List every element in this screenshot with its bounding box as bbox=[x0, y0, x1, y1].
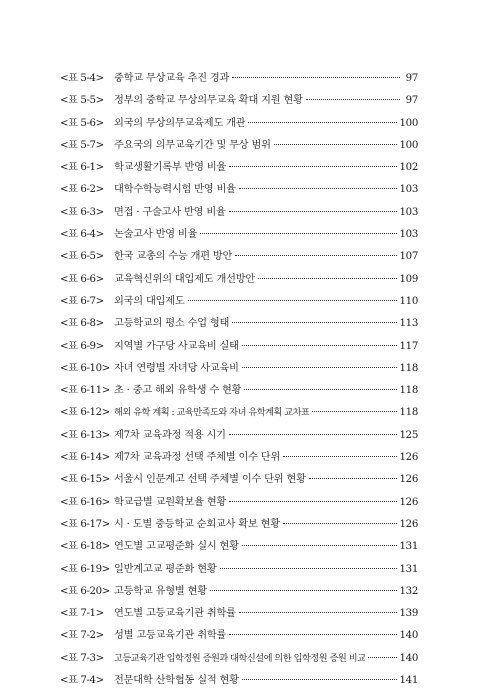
table-title: 학교급별 교원확보율 현황 bbox=[114, 496, 227, 508]
dot-leader bbox=[229, 634, 397, 635]
table-title: 제7차 교육과정 선택 주체별 이수 단위 bbox=[114, 452, 281, 464]
page-number: 126 bbox=[399, 474, 418, 486]
table-title: 성별 고등교육기관 취학률 bbox=[114, 630, 227, 642]
table-number: <표 6-15> bbox=[60, 474, 110, 486]
toc-entry bbox=[60, 224, 418, 246]
table-title: 제7차 교육과정 적용 시기 bbox=[114, 429, 226, 441]
table-number: <표 6-10> bbox=[60, 362, 110, 374]
table-of-contents bbox=[60, 68, 418, 692]
toc-entry bbox=[60, 402, 418, 424]
toc-entry bbox=[60, 603, 418, 625]
dot-leader bbox=[242, 345, 398, 346]
table-number: <표 7-2> bbox=[60, 630, 104, 642]
page-number: 113 bbox=[399, 318, 418, 330]
page-number: 139 bbox=[399, 608, 418, 620]
toc-entry bbox=[60, 291, 418, 313]
toc-entry bbox=[60, 157, 418, 179]
table-title: 한국 교총의 수능 개편 방안 bbox=[114, 251, 233, 263]
table-title: 주요국의 의무교육기간 및 무상 범위 bbox=[114, 139, 271, 151]
table-number: <표 6-17> bbox=[60, 518, 110, 530]
page-number: 141 bbox=[399, 675, 418, 687]
table-title: 일반계고교 평준화 현황 bbox=[114, 563, 217, 575]
dot-leader bbox=[188, 300, 398, 301]
toc-entry bbox=[60, 269, 418, 291]
table-number: <표 6-8> bbox=[60, 318, 104, 330]
table-title: 연도별 고교평준화 실시 현황 bbox=[114, 541, 239, 553]
toc-entry bbox=[60, 90, 418, 112]
dot-leader bbox=[242, 679, 398, 680]
dot-leader bbox=[229, 211, 398, 212]
table-title: 논술고사 반영 비율 bbox=[114, 229, 198, 241]
page-number: 132 bbox=[399, 585, 418, 597]
dot-leader bbox=[229, 501, 397, 502]
toc-entry bbox=[60, 179, 418, 201]
table-title: 서울시 인문계고 선택 주체별 이수 단위 현황 bbox=[114, 474, 306, 486]
table-title: 학교생활기록부 반영 비율 bbox=[114, 162, 227, 174]
toc-entry bbox=[60, 113, 418, 135]
table-title: 중학교 무상교육 추진 경과 bbox=[114, 73, 230, 84]
toc-entry bbox=[60, 559, 418, 581]
toc-entry bbox=[60, 492, 418, 514]
toc-entry bbox=[60, 425, 418, 447]
table-title: 시 · 도별 중등학교 순회교사 확보 현황 bbox=[114, 518, 280, 530]
table-number: <표 6-13> bbox=[60, 429, 110, 441]
table-number: <표 7-1> bbox=[60, 608, 104, 620]
table-number: <표 5-4> bbox=[60, 73, 104, 84]
page-number: 103 bbox=[399, 229, 418, 241]
table-title: 교육혁신위의 대입제도 개선방안 bbox=[114, 273, 256, 285]
table-title: 고등학교의 평소 수업 형태 bbox=[114, 318, 230, 330]
page-number: 97 bbox=[405, 73, 418, 84]
toc-entry bbox=[60, 469, 418, 491]
table-title: 지역별 가구당 사교육비 실태 bbox=[114, 340, 239, 352]
toc-entry bbox=[60, 246, 418, 268]
toc-entry bbox=[60, 380, 418, 402]
page-number: 126 bbox=[399, 518, 418, 530]
page-number: 140 bbox=[399, 630, 418, 642]
table-number: <표 6-20> bbox=[60, 585, 110, 597]
page-number: 118 bbox=[399, 407, 418, 419]
table-number: <표 6-5> bbox=[60, 251, 104, 263]
dot-leader bbox=[229, 166, 397, 167]
table-title: 외국의 무상의무교육제도 개관 bbox=[114, 117, 246, 129]
dot-leader bbox=[229, 434, 398, 435]
table-number: <표 6-3> bbox=[60, 206, 104, 218]
dot-leader bbox=[312, 411, 397, 412]
toc-entry bbox=[60, 514, 418, 536]
dot-leader bbox=[283, 523, 398, 524]
dot-leader bbox=[283, 456, 397, 457]
table-title: 초 · 중고 해외 유학생 수 현황 bbox=[114, 385, 242, 397]
table-title: 연도별 고등교육기관 취학률 bbox=[114, 608, 236, 620]
table-number: <표 6-2> bbox=[60, 184, 104, 196]
table-number: <표 7-3> bbox=[60, 652, 104, 664]
dot-leader bbox=[235, 255, 397, 256]
table-title: 면접 · 구술고사 반영 비율 bbox=[114, 206, 226, 218]
table-title: 전문대학 산학협동 실적 현황 bbox=[114, 675, 239, 687]
table-number: <표 6-9> bbox=[60, 340, 104, 352]
table-title: 정부의 중학교 무상의무교육 확대 지원 현황 bbox=[114, 95, 303, 107]
page-number: 131 bbox=[399, 541, 418, 553]
table-number: <표 5-6> bbox=[60, 117, 104, 129]
table-title: 해외 유학 계획 : 교육만족도와 자녀 유학계획 교차표 bbox=[114, 407, 310, 419]
table-title: 고등교육기관 입학정원 증원과 대학신설에 의한 입학정원 증원 비교 bbox=[114, 652, 366, 664]
toc-entry bbox=[60, 135, 418, 157]
table-number: <표 6-11> bbox=[60, 385, 110, 397]
page-number: 110 bbox=[399, 295, 418, 307]
table-number: <표 6-12> bbox=[60, 407, 110, 419]
dot-leader bbox=[239, 188, 398, 189]
dot-leader bbox=[210, 590, 398, 591]
page-number: 97 bbox=[405, 95, 418, 107]
toc-entry bbox=[60, 336, 418, 358]
dot-leader bbox=[274, 144, 398, 145]
table-number: <표 6-14> bbox=[60, 452, 110, 464]
toc-entry bbox=[60, 625, 418, 647]
page-number: 117 bbox=[399, 340, 418, 352]
page-number: 118 bbox=[399, 385, 418, 397]
table-number: <표 5-7> bbox=[60, 139, 104, 151]
page-number: 125 bbox=[399, 429, 418, 441]
toc-entry bbox=[60, 670, 418, 692]
table-number: <표 6-1> bbox=[60, 162, 104, 174]
dot-leader bbox=[309, 478, 398, 479]
page-number: 126 bbox=[399, 496, 418, 508]
table-number: <표 6-4> bbox=[60, 229, 104, 241]
dot-leader bbox=[258, 278, 397, 279]
table-title: 고등학교 유형별 현황 bbox=[114, 585, 207, 597]
toc-entry bbox=[60, 581, 418, 603]
table-number: <표 5-5> bbox=[60, 95, 104, 107]
dot-leader bbox=[242, 367, 398, 368]
page-number: 102 bbox=[399, 162, 418, 174]
page-number: 118 bbox=[399, 362, 418, 374]
toc-entry bbox=[60, 313, 418, 335]
page-number: 103 bbox=[399, 206, 418, 218]
page-number: 103 bbox=[399, 184, 418, 196]
table-title: 외국의 대입제도 bbox=[114, 295, 185, 307]
toc-entry bbox=[60, 202, 418, 224]
page-number: 131 bbox=[399, 563, 418, 575]
table-number: <표 6-19> bbox=[60, 563, 110, 575]
toc-entry bbox=[60, 536, 418, 558]
table-number: <표 6-6> bbox=[60, 273, 104, 285]
dot-leader bbox=[220, 568, 398, 569]
dot-leader bbox=[239, 612, 398, 613]
dot-leader bbox=[232, 322, 397, 323]
page-number: 100 bbox=[399, 139, 418, 151]
table-title: 자녀 연령별 자녀당 사교육비 bbox=[114, 362, 239, 374]
page-number: 107 bbox=[399, 251, 418, 263]
toc-entry bbox=[60, 358, 418, 380]
dot-leader bbox=[306, 99, 400, 100]
dot-leader bbox=[200, 233, 397, 234]
toc-entry bbox=[60, 447, 418, 469]
table-number: <표 6-7> bbox=[60, 295, 104, 307]
dot-leader bbox=[244, 389, 397, 390]
page-number: 100 bbox=[399, 117, 418, 129]
table-number: <표 6-16> bbox=[60, 496, 110, 508]
dot-leader bbox=[242, 545, 398, 546]
toc-entry bbox=[60, 648, 418, 670]
dot-leader bbox=[232, 77, 400, 78]
dot-leader bbox=[248, 122, 397, 123]
page-number: 140 bbox=[399, 652, 418, 664]
page-number: 126 bbox=[399, 452, 418, 464]
toc-entry bbox=[60, 68, 418, 90]
table-number: <표 6-18> bbox=[60, 541, 110, 553]
page-number: 109 bbox=[399, 273, 418, 285]
table-number: <표 7-4> bbox=[60, 675, 104, 687]
table-title: 대학수학능력시험 반영 비율 bbox=[114, 184, 236, 196]
